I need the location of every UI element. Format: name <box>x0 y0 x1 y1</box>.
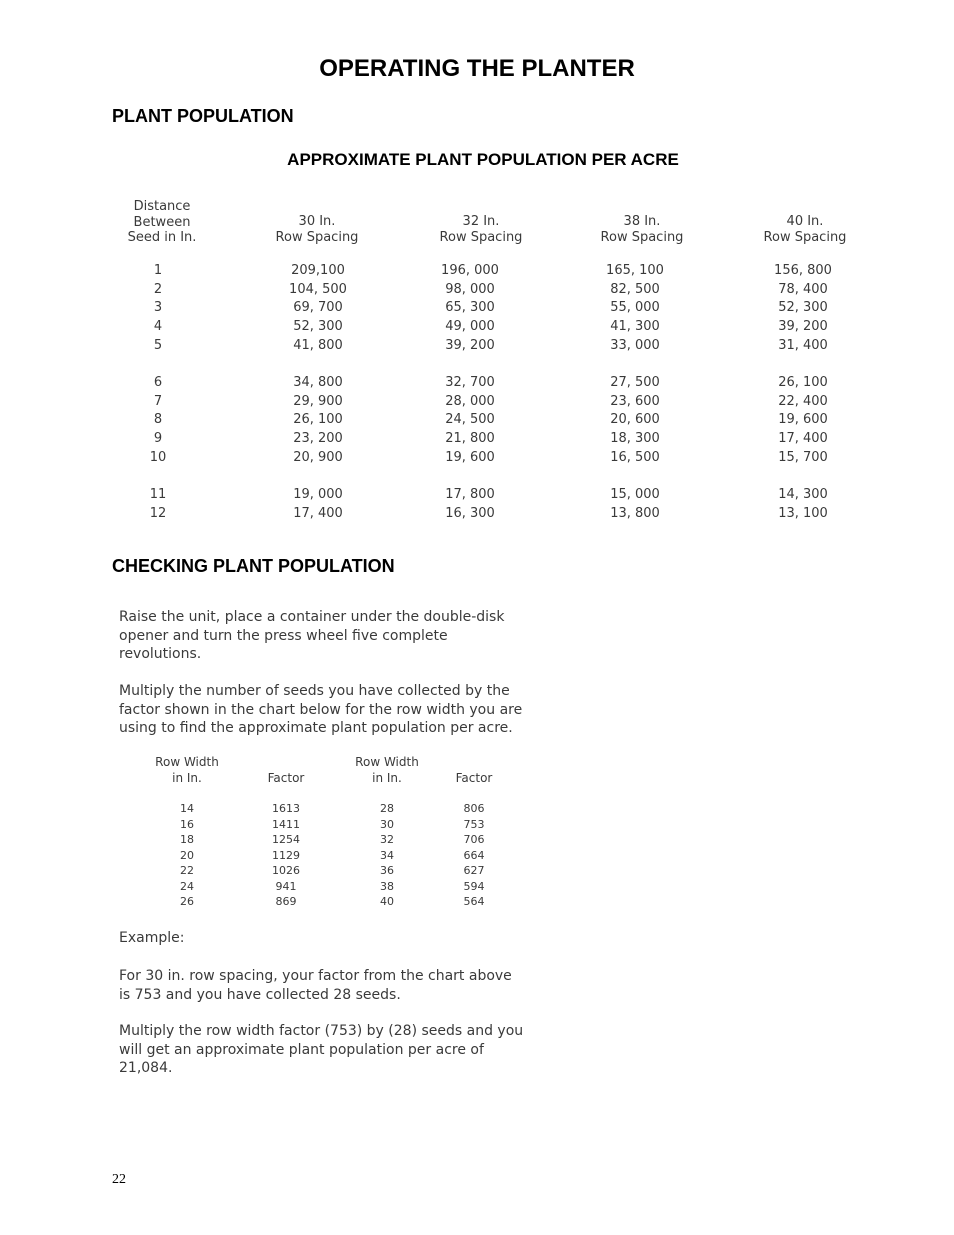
distance-cell: 12 <box>149 506 167 521</box>
text-line: revolutions. <box>119 646 202 663</box>
population-cell: 20, 600 <box>610 412 660 427</box>
header-line: 40 In. <box>786 214 824 229</box>
row-width-cell: 28 <box>380 802 394 815</box>
distance-cell: 11 <box>149 487 167 502</box>
text-line: using to find the approximate plant population per acre. <box>119 720 513 737</box>
factor-cell: 941 <box>275 879 297 893</box>
page-number: 22 <box>112 1172 126 1187</box>
factor-cell: 594 <box>463 879 485 893</box>
population-cell: 31, 400 <box>778 338 828 353</box>
text-line: will get an approximate plant population per acre of <box>119 1041 484 1058</box>
population-cell: 21, 800 <box>445 431 495 446</box>
header-line: in In. <box>372 770 402 785</box>
population-cell: 19, 600 <box>778 412 828 427</box>
header-line: Row Width <box>355 755 419 769</box>
header-line: Row Spacing <box>600 229 684 245</box>
row-width-cell: 26 <box>180 895 194 908</box>
row-width-cell: 16 <box>180 817 194 831</box>
factor-cell: 806 <box>463 802 485 815</box>
row-width-cell: 40 <box>380 895 394 908</box>
population-cell: 14, 300 <box>778 487 828 502</box>
text-line: Multiply the number of seeds you have collected by the <box>119 683 510 699</box>
population-cell: 196, 000 <box>441 263 499 278</box>
population-cell: 23, 600 <box>610 394 660 409</box>
population-cell: 49, 000 <box>445 319 495 334</box>
header-line: Factor <box>267 771 305 785</box>
factor-cell: 664 <box>463 848 485 862</box>
factor-cell: 753 <box>463 817 485 831</box>
factor-cell: 564 <box>463 895 485 908</box>
factor-cell: 706 <box>463 833 485 846</box>
text-line: Multiply the row width factor (753) by (28) seeds and you <box>119 1023 524 1039</box>
population-cell: 33, 000 <box>610 338 660 353</box>
population-cell: 16, 500 <box>610 450 660 465</box>
row-width-cell: 32 <box>380 833 394 846</box>
population-cell: 23, 200 <box>293 431 343 446</box>
population-cell: 41, 800 <box>293 338 343 353</box>
factor-cell: 1026 <box>272 864 300 877</box>
header-line: Distance <box>133 199 191 214</box>
text-line: Raise the unit, place a container under the double-disk <box>119 609 505 625</box>
row-width-cell: 34 <box>380 848 394 862</box>
header-line: 30 In. <box>298 214 336 229</box>
population-cell: 13, 100 <box>778 506 828 521</box>
factor-cell: 1411 <box>272 817 300 831</box>
population-cell: 82, 500 <box>610 282 660 297</box>
population-cell: 19, 000 <box>293 487 343 502</box>
text-line: is 753 and you have collected 28 seeds. <box>119 986 401 1003</box>
population-cell: 41, 300 <box>610 319 660 334</box>
population-cell: 17, 400 <box>778 431 828 446</box>
row-width-cell: 36 <box>380 864 394 877</box>
population-cell: 55, 000 <box>610 300 660 315</box>
row-width-cell: 24 <box>180 879 194 893</box>
population-cell: 28, 000 <box>445 394 495 409</box>
population-cell: 29, 900 <box>293 394 343 409</box>
population-cell: 104, 500 <box>289 282 347 297</box>
factor-cell: 869 <box>275 895 297 908</box>
text-line: factor shown in the chart below for the row width you are <box>119 701 523 718</box>
population-cell: 20, 900 <box>293 450 343 465</box>
row-width-cell: 14 <box>180 802 194 815</box>
population-cell: 69, 700 <box>293 300 343 315</box>
header-line: in In. <box>172 770 202 785</box>
distance-cell: 6 <box>153 375 163 390</box>
header-line: Row Spacing <box>275 229 359 245</box>
population-cell: 18, 300 <box>610 431 660 446</box>
header-line: Seed in In. <box>127 230 197 245</box>
table-header <box>444 771 504 787</box>
factor-cell: 1254 <box>272 833 300 846</box>
population-cell: 15, 700 <box>778 450 828 465</box>
population-cell: 26, 100 <box>778 375 828 390</box>
header-line: 38 In. <box>623 214 661 229</box>
population-cell: 52, 300 <box>293 319 343 334</box>
population-cell: 17, 400 <box>293 506 343 521</box>
distance-cell: 9 <box>153 431 163 446</box>
text-line: opener and turn the press wheel five complete <box>119 627 448 644</box>
distance-cell: 7 <box>153 394 163 409</box>
row-width-cell: 22 <box>180 864 194 877</box>
population-cell: 22, 400 <box>778 394 828 409</box>
header-line: Between <box>133 214 191 230</box>
population-cell: 15, 000 <box>610 487 660 502</box>
table-header <box>256 771 316 787</box>
header-line: Row Spacing <box>763 229 847 245</box>
page-title: OPERATING THE PLANTER <box>319 55 635 82</box>
example-paragraph <box>119 1022 539 1078</box>
population-cell: 34, 800 <box>293 375 343 390</box>
distance-cell: 1 <box>153 263 163 278</box>
distance-cell: 5 <box>153 338 163 353</box>
text-line: 21,084. <box>119 1060 173 1077</box>
factor-cell: 627 <box>463 864 485 877</box>
example-paragraph <box>119 967 539 1004</box>
population-cell: 27, 500 <box>610 375 660 390</box>
distance-cell: 2 <box>153 282 163 297</box>
example-label: Example: <box>119 930 185 946</box>
row-width-cell: 20 <box>180 848 194 862</box>
population-cell: 165, 100 <box>606 263 664 278</box>
population-cell: 19, 600 <box>445 450 495 465</box>
population-cell: 17, 800 <box>445 487 495 502</box>
population-cell: 78, 400 <box>778 282 828 297</box>
section-heading-plant-population: PLANT POPULATION <box>112 106 294 126</box>
population-cell: 52, 300 <box>778 300 828 315</box>
table-title: APPROXIMATE PLANT POPULATION PER ACRE <box>287 150 679 169</box>
population-cell: 39, 200 <box>445 338 495 353</box>
population-cell: 65, 300 <box>445 300 495 315</box>
table-header <box>342 755 432 786</box>
table-header <box>142 755 232 786</box>
row-width-cell: 18 <box>180 833 194 846</box>
row-width-cell: 30 <box>380 817 394 831</box>
text-line: For 30 in. row spacing, your factor from the chart above <box>119 968 512 984</box>
header-line: Row Width <box>155 755 219 769</box>
distance-cell: 8 <box>153 412 163 427</box>
population-cell: 32, 700 <box>445 375 495 390</box>
header-line: Factor <box>455 771 493 785</box>
population-cell: 24, 500 <box>445 412 495 427</box>
factor-cell: 1613 <box>272 802 300 815</box>
distance-cell: 4 <box>153 319 163 334</box>
population-cell: 26, 100 <box>293 412 343 427</box>
population-cell: 13, 800 <box>610 506 660 521</box>
section-heading-checking-plant-population: CHECKING PLANT POPULATION <box>112 556 395 576</box>
population-cell: 156, 800 <box>774 263 832 278</box>
header-line: 32 In. <box>462 214 500 229</box>
header-line: Row Spacing <box>439 229 523 245</box>
population-cell: 209,100 <box>291 263 345 278</box>
distance-cell: 3 <box>153 300 163 315</box>
population-cell: 39, 200 <box>778 319 828 334</box>
row-width-cell: 38 <box>380 879 394 893</box>
population-cell: 98, 000 <box>445 282 495 297</box>
population-cell: 16, 300 <box>445 506 495 521</box>
distance-cell: 10 <box>149 450 167 465</box>
factor-cell: 1129 <box>272 848 300 862</box>
